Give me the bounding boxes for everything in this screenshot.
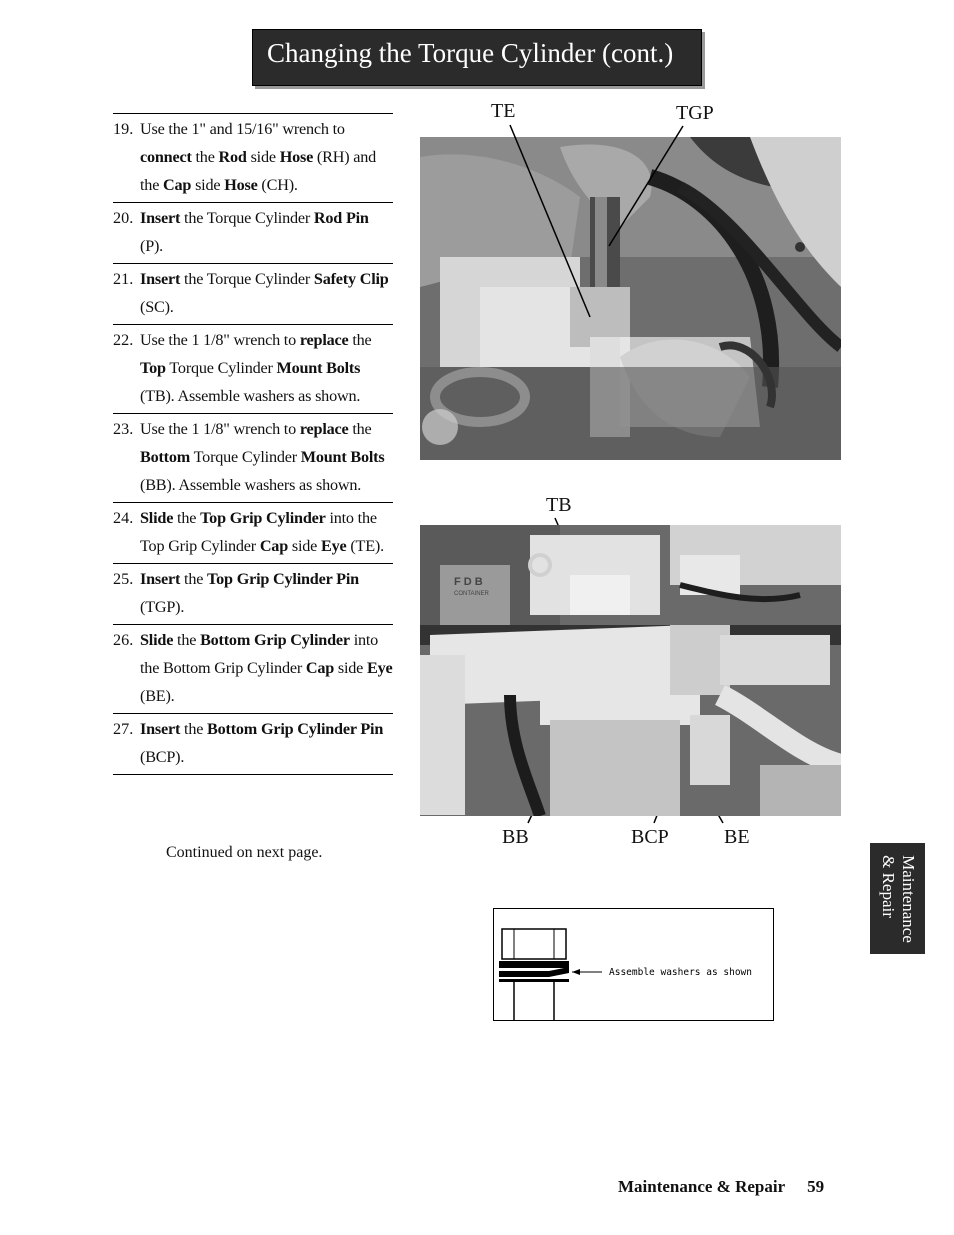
- step-number: 22.: [113, 331, 134, 349]
- step-item: [113, 713, 393, 775]
- step-item: [113, 202, 393, 263]
- step-number: 25.: [113, 570, 134, 588]
- step-item: [113, 263, 393, 324]
- washer-caption: Assemble washers as shown: [609, 967, 752, 978]
- step-item: [113, 413, 393, 502]
- step-item: [113, 502, 393, 563]
- step-number: 20.: [113, 209, 134, 227]
- photo-top-grip-cylinder: [420, 137, 841, 460]
- page-number: 59: [807, 1177, 825, 1196]
- step-text: Use the 1 1/8" wrench to replace the Bottom Torque Cylinder Mount Bolts (BB). Assemble washers as shown.: [140, 420, 385, 494]
- step-text: Insert the Top Grip Cylinder Pin (TGP).: [140, 570, 359, 616]
- step-text: Insert the Torque Cylinder Rod Pin (P).: [140, 209, 369, 255]
- step-number: 19.: [113, 120, 134, 138]
- label-tb: TB: [546, 494, 572, 516]
- photo-bottom-grip-cylinder: [420, 525, 841, 816]
- container-subtext: CONTAINER: [454, 591, 489, 597]
- step-number: 23.: [113, 420, 134, 438]
- label-tgp: TGP: [676, 102, 714, 124]
- page-title: Changing the Torque Cylinder (cont.): [267, 38, 674, 68]
- step-number: 27.: [113, 720, 134, 738]
- page-title-banner: [252, 29, 702, 86]
- step-text: Insert the Bottom Grip Cylinder Pin (BCP).: [140, 720, 384, 766]
- page-footer: [618, 1177, 824, 1197]
- step-number: 26.: [113, 631, 134, 649]
- step-text: Slide the Bottom Grip Cylinder into the Bottom Grip Cylinder Cap side Eye (BE).: [140, 631, 393, 705]
- step-text: Use the 1" and 15/16" wrench to connect the Rod side Hose (RH) and the Cap side Hose (CH).: [140, 120, 377, 194]
- step-text: Use the 1 1/8" wrench to replace the Top Torque Cylinder Mount Bolts (TB). Assemble washers as shown.: [140, 331, 372, 405]
- step-item: [113, 624, 393, 713]
- step-text: Slide the Top Grip Cylinder into the Top Grip Cylinder Cap side Eye (TE).: [140, 509, 384, 555]
- label-te: TE: [491, 100, 516, 122]
- steps-list: [113, 113, 393, 775]
- step-item: [113, 563, 393, 624]
- label-bb: BB: [502, 826, 529, 848]
- label-bcp: BCP: [631, 826, 669, 848]
- continued-note: Continued on next page.: [166, 844, 323, 861]
- step-item: [113, 113, 393, 202]
- step-number: 21.: [113, 270, 134, 288]
- washer-diagram: [493, 908, 774, 1021]
- step-text: Insert the Torque Cylinder Safety Clip (SC).: [140, 270, 389, 316]
- label-be: BE: [724, 826, 750, 848]
- container-text: F D B: [454, 576, 483, 588]
- step-item: [113, 324, 393, 413]
- footer-section: Maintenance & Repair: [618, 1177, 786, 1196]
- section-side-tab: [870, 843, 925, 954]
- side-tab-label: Maintenance & Repair: [878, 854, 918, 943]
- step-number: 24.: [113, 509, 134, 527]
